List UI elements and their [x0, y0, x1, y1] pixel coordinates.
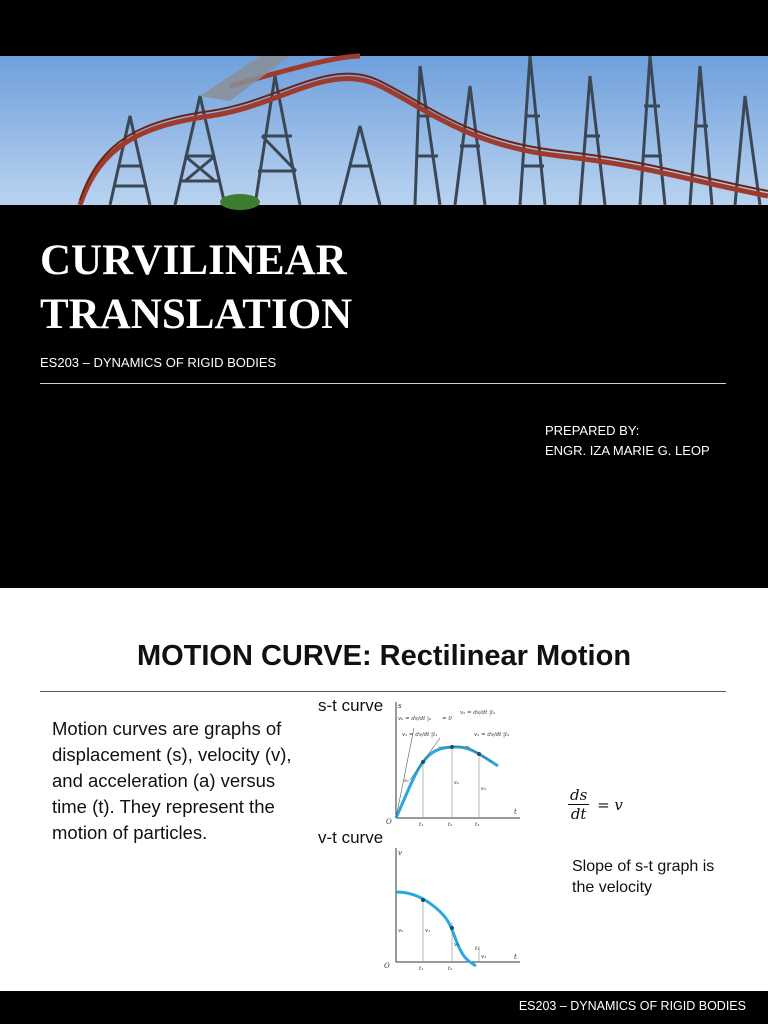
author-name: ENGR. IZA MARIE G. LEOP	[545, 443, 710, 458]
slide-heading: MOTION CURVE: Rectilinear Motion	[136, 640, 632, 672]
motion-curve-slide	[0, 588, 768, 1024]
vt-origin-label: O	[384, 962, 390, 970]
vt-axis-v-label: v	[398, 849, 402, 857]
st-axis-t-label: t	[514, 808, 517, 816]
vt-tick-t1: t₁	[419, 966, 424, 972]
divider	[40, 383, 726, 384]
formula-denominator: dt	[570, 805, 587, 823]
title-line-2: TRANSLATION	[40, 291, 353, 338]
st-annot-v3: v₃ = ds/dt |t₃	[474, 732, 510, 738]
heading-divider	[40, 691, 726, 692]
title-slide	[0, 56, 768, 488]
derivative-formula	[568, 786, 623, 823]
slope-note: Slope of s-t graph is the velocity	[572, 858, 715, 896]
vt-curve-label: v-t curve	[318, 828, 384, 847]
st-s3-label: s₃	[481, 786, 487, 792]
vt-tick-t2: t₂	[448, 966, 453, 972]
vt-graph	[380, 846, 530, 970]
st-tick-t1: t₁	[419, 822, 424, 828]
st-tick-t2: t₂	[448, 822, 453, 828]
vt-v3-label: v₃	[481, 954, 487, 960]
footer-course: ES203 – DYNAMICS OF RIGID BODIES	[518, 999, 746, 1013]
vt-tick-t3: t₃	[475, 946, 480, 952]
prepared-by	[545, 421, 710, 461]
st-annot-v0: v₀ = ds/dt |₀	[398, 716, 432, 722]
st-curve	[396, 747, 498, 818]
formula-rhs: = v	[597, 795, 623, 814]
st-curve-label: s-t curve	[318, 696, 384, 715]
st-s2-label: s₂	[454, 780, 460, 786]
vt-curve	[396, 892, 476, 966]
roller-coaster-photo	[0, 56, 768, 205]
st-annot-v1: v₁ = ds/dt |t₁	[402, 732, 438, 738]
vt-v0-label: v₀	[398, 928, 404, 934]
st-axis-s-label: s	[398, 702, 402, 710]
body-text: Motion curves are graphs of displacement (s), velocity (v), and acceleration (a) versus time (t). They represent the motion of particles.	[52, 718, 292, 843]
title-line-1: CURVILINEAR	[40, 237, 347, 284]
formula-numerator: ds	[570, 786, 588, 804]
vt-v1-label: v₁	[425, 928, 431, 934]
st-annot-zero: = 0	[442, 716, 452, 722]
st-graph	[380, 700, 530, 828]
prepared-label: PREPARED BY:	[545, 423, 640, 438]
st-annot-v2: v₂ = ds/dt |t₂	[460, 710, 496, 716]
st-s1-label: s₁	[404, 778, 410, 784]
course-subtitle: ES203 – DYNAMICS OF RIGID BODIES	[40, 355, 277, 370]
vt-axis-t-label: t	[514, 953, 517, 961]
vt-v2-label: v₂	[454, 942, 460, 948]
st-origin-label: O	[386, 818, 392, 826]
footer-bar	[0, 991, 768, 1024]
slide-title	[40, 234, 352, 342]
ds-dt-fraction	[568, 786, 589, 823]
st-tick-t3: t₃	[475, 822, 480, 828]
